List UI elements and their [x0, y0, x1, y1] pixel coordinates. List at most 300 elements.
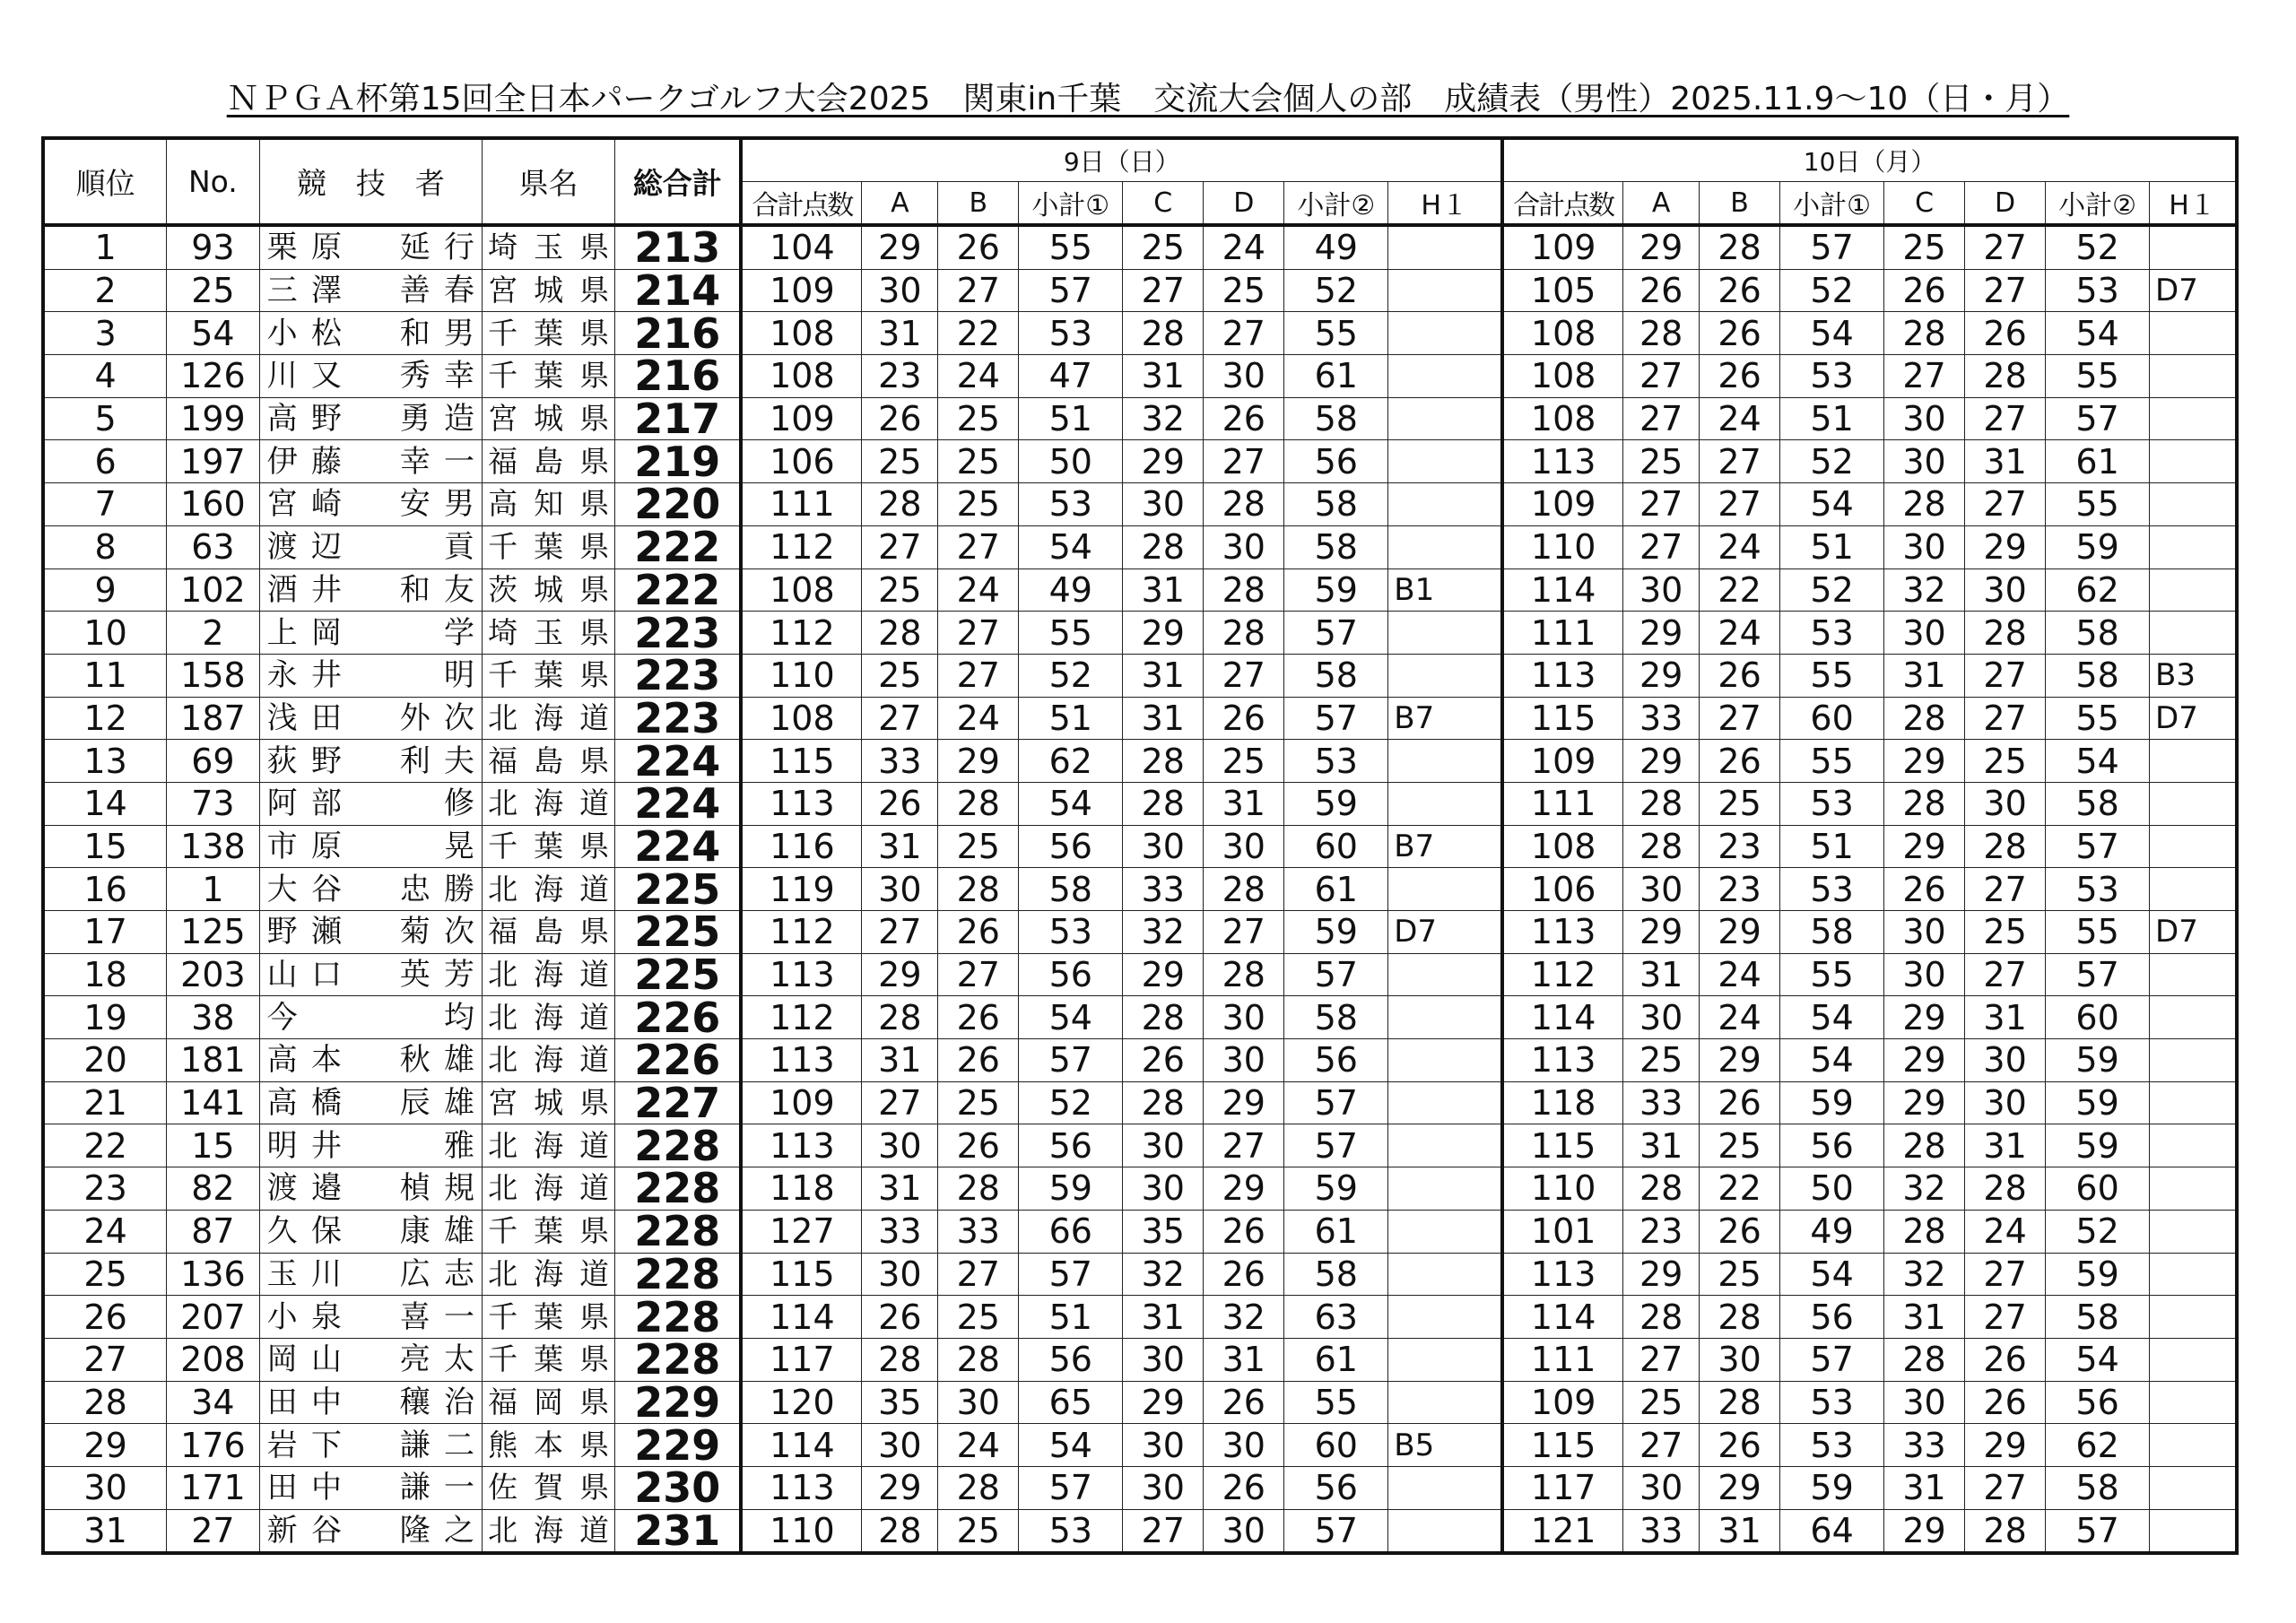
day2-hole-a: 28	[1623, 1167, 1700, 1211]
day1-hole-d: 27	[1204, 654, 1284, 697]
day2-hole-a: 30	[1623, 868, 1700, 911]
day1-h1	[1388, 996, 1502, 1039]
grand-total-cell: 225	[615, 911, 742, 954]
number-cell: 187	[167, 697, 260, 740]
day2-hole-d: 26	[1965, 312, 2046, 355]
day1-hole-d: 24	[1204, 225, 1284, 269]
rank-cell: 11	[43, 654, 167, 697]
day2-total-points: 113	[1502, 654, 1623, 697]
day2-subtotal-1: 53	[1780, 612, 1884, 655]
day1-hole-a: 28	[862, 1338, 938, 1381]
day2-total-points: 108	[1502, 312, 1623, 355]
day2-hole-d: 25	[1965, 911, 2046, 954]
prefecture-cell: 千葉県	[483, 525, 615, 568]
day2-hole-a: 30	[1623, 996, 1700, 1039]
day1-hole-c: 29	[1123, 440, 1204, 483]
day1-total-points: 113	[741, 953, 862, 996]
grand-total-cell: 228	[615, 1338, 742, 1381]
day1-subtotal-1: 66	[1019, 1210, 1123, 1253]
day2-hole-d: 27	[1965, 397, 2046, 440]
grand-total-cell: 228	[615, 1210, 742, 1253]
day1-hole-d: 30	[1204, 996, 1284, 1039]
table-row	[43, 1381, 2237, 1424]
prefecture-cell: 千葉県	[483, 654, 615, 697]
day1-h1	[1388, 1381, 1502, 1424]
day1-hole-a: 30	[862, 1253, 938, 1296]
prefecture-cell: 茨城県	[483, 568, 615, 612]
day2-hole-c: 29	[1884, 740, 1965, 783]
day2-subtotal-2: 59	[2046, 1039, 2150, 1082]
day2-subtotal-2: 61	[2046, 440, 2150, 483]
day2-subtotal-1: 54	[1780, 996, 1884, 1039]
day2-hole-b: 29	[1700, 1466, 1780, 1509]
rank-cell: 24	[43, 1210, 167, 1253]
prefecture-cell: 福島県	[483, 740, 615, 783]
grand-total-cell: 216	[615, 312, 742, 355]
day1-hole-c: 32	[1123, 911, 1204, 954]
table-row	[43, 312, 2237, 355]
day1-hole-d: 28	[1204, 568, 1284, 612]
day1-subtotal-1: 58	[1019, 868, 1123, 911]
competitor-name: 田中 穰治	[259, 1381, 482, 1424]
day2-h1: B3	[2150, 654, 2237, 697]
table-row	[43, 1296, 2237, 1339]
header-d2-d: D	[1965, 182, 2046, 226]
day2-hole-b: 25	[1700, 782, 1780, 825]
grand-total-cell: 224	[615, 825, 742, 868]
day1-hole-c: 30	[1123, 483, 1204, 526]
day1-hole-d: 30	[1204, 1039, 1284, 1082]
day1-h1	[1388, 1466, 1502, 1509]
day2-hole-a: 28	[1623, 782, 1700, 825]
day2-subtotal-1: 57	[1780, 1338, 1884, 1381]
day2-total-points: 114	[1502, 1296, 1623, 1339]
day2-hole-d: 26	[1965, 1338, 2046, 1381]
header-d2-b: B	[1700, 182, 1780, 226]
day1-hole-b: 33	[938, 1210, 1019, 1253]
day1-hole-d: 27	[1204, 1124, 1284, 1167]
grand-total-cell: 225	[615, 953, 742, 996]
day1-total-points: 113	[741, 1466, 862, 1509]
day2-hole-d: 27	[1965, 483, 2046, 526]
day1-subtotal-1: 55	[1019, 225, 1123, 269]
day1-hole-c: 35	[1123, 1210, 1204, 1253]
day1-total-points: 112	[741, 612, 862, 655]
day2-subtotal-2: 52	[2046, 1210, 2150, 1253]
day1-subtotal-2: 61	[1284, 1338, 1388, 1381]
prefecture-cell: 北海道	[483, 1167, 615, 1211]
table-row	[43, 355, 2237, 398]
day2-hole-d: 27	[1965, 1296, 2046, 1339]
day1-total-points: 113	[741, 782, 862, 825]
day2-subtotal-1: 51	[1780, 397, 1884, 440]
day1-hole-b: 25	[938, 440, 1019, 483]
day2-hole-c: 30	[1884, 953, 1965, 996]
day2-hole-c: 28	[1884, 697, 1965, 740]
header-d2-total: 合計点数	[1502, 182, 1623, 226]
day1-subtotal-1: 56	[1019, 1338, 1123, 1381]
rank-cell: 30	[43, 1466, 167, 1509]
day2-subtotal-2: 55	[2046, 697, 2150, 740]
day1-hole-c: 30	[1123, 1124, 1204, 1167]
day1-hole-a: 30	[862, 1124, 938, 1167]
header-d1-c: C	[1123, 182, 1204, 226]
day1-hole-d: 25	[1204, 269, 1284, 312]
day1-hole-d: 26	[1204, 1381, 1284, 1424]
day1-total-points: 112	[741, 525, 862, 568]
table-row	[43, 612, 2237, 655]
day1-hole-a: 27	[862, 525, 938, 568]
day2-h1	[2150, 953, 2237, 996]
day1-subtotal-2: 56	[1284, 1039, 1388, 1082]
day2-total-points: 113	[1502, 911, 1623, 954]
number-cell: 73	[167, 782, 260, 825]
day1-hole-d: 30	[1204, 525, 1284, 568]
day2-hole-b: 30	[1700, 1338, 1780, 1381]
day2-h1	[2150, 1381, 2237, 1424]
day1-hole-b: 27	[938, 953, 1019, 996]
rank-cell: 18	[43, 953, 167, 996]
day1-hole-b: 26	[938, 1124, 1019, 1167]
day1-hole-d: 29	[1204, 1167, 1284, 1211]
day1-hole-d: 31	[1204, 782, 1284, 825]
day2-h1	[2150, 1509, 2237, 1553]
day2-total-points: 106	[1502, 868, 1623, 911]
day2-hole-c: 30	[1884, 612, 1965, 655]
day1-hole-a: 25	[862, 568, 938, 612]
day2-subtotal-2: 56	[2046, 1381, 2150, 1424]
day2-h1	[2150, 782, 2237, 825]
day2-total-points: 108	[1502, 397, 1623, 440]
table-row	[43, 868, 2237, 911]
competitor-name: 高橋 辰雄	[259, 1081, 482, 1124]
day2-subtotal-2: 62	[2046, 568, 2150, 612]
day1-hole-a: 31	[862, 1167, 938, 1211]
day2-h1	[2150, 440, 2237, 483]
number-cell: 160	[167, 483, 260, 526]
day1-subtotal-2: 57	[1284, 697, 1388, 740]
day2-h1	[2150, 825, 2237, 868]
day1-hole-b: 27	[938, 525, 1019, 568]
grand-total-cell: 226	[615, 1039, 742, 1082]
day1-subtotal-2: 52	[1284, 269, 1388, 312]
day2-hole-d: 28	[1965, 1509, 2046, 1553]
day1-subtotal-2: 58	[1284, 1253, 1388, 1296]
rank-cell: 7	[43, 483, 167, 526]
competitor-name: 渡辺 貢	[259, 525, 482, 568]
day2-hole-c: 28	[1884, 483, 1965, 526]
day1-hole-b: 28	[938, 1466, 1019, 1509]
day2-hole-a: 30	[1623, 1466, 1700, 1509]
day2-h1: D7	[2150, 697, 2237, 740]
grand-total-cell: 220	[615, 483, 742, 526]
number-cell: 34	[167, 1381, 260, 1424]
prefecture-cell: 千葉県	[483, 1210, 615, 1253]
day2-hole-b: 23	[1700, 868, 1780, 911]
day1-h1	[1388, 654, 1502, 697]
day1-subtotal-2: 53	[1284, 740, 1388, 783]
day1-hole-c: 31	[1123, 1296, 1204, 1339]
header-d2-a: A	[1623, 182, 1700, 226]
day1-h1	[1388, 1253, 1502, 1296]
day1-subtotal-1: 52	[1019, 1081, 1123, 1124]
header-rank: 順位	[43, 138, 167, 225]
day1-hole-d: 28	[1204, 612, 1284, 655]
day1-total-points: 108	[741, 312, 862, 355]
day2-hole-b: 22	[1700, 568, 1780, 612]
competitor-name: 新谷 隆之	[259, 1509, 482, 1553]
day1-hole-a: 30	[862, 1424, 938, 1467]
rank-cell: 10	[43, 612, 167, 655]
rank-cell: 29	[43, 1424, 167, 1467]
day1-hole-c: 32	[1123, 1253, 1204, 1296]
day1-hole-b: 25	[938, 1081, 1019, 1124]
day2-subtotal-2: 62	[2046, 1424, 2150, 1467]
day2-hole-a: 29	[1623, 612, 1700, 655]
prefecture-cell: 埼玉県	[483, 612, 615, 655]
day1-hole-d: 26	[1204, 1466, 1284, 1509]
day2-hole-a: 29	[1623, 740, 1700, 783]
header-d2-subtotal1: 小計①	[1780, 182, 1884, 226]
day1-hole-b: 26	[938, 996, 1019, 1039]
day2-hole-b: 28	[1700, 1381, 1780, 1424]
rank-cell: 9	[43, 568, 167, 612]
day2-subtotal-2: 59	[2046, 525, 2150, 568]
day2-h1	[2150, 1296, 2237, 1339]
day2-subtotal-2: 55	[2046, 911, 2150, 954]
day2-hole-b: 27	[1700, 483, 1780, 526]
number-cell: 2	[167, 612, 260, 655]
day1-h1	[1388, 612, 1502, 655]
day2-hole-a: 29	[1623, 225, 1700, 269]
day1-total-points: 120	[741, 1381, 862, 1424]
table-row	[43, 782, 2237, 825]
day2-h1	[2150, 612, 2237, 655]
day1-subtotal-2: 58	[1284, 654, 1388, 697]
grand-total-cell: 229	[615, 1424, 742, 1467]
day2-subtotal-1: 54	[1780, 1253, 1884, 1296]
day1-subtotal-2: 60	[1284, 825, 1388, 868]
competitor-name: 高野 勇造	[259, 397, 482, 440]
table-row	[43, 1167, 2237, 1211]
day1-hole-d: 27	[1204, 312, 1284, 355]
day1-subtotal-2: 57	[1284, 1124, 1388, 1167]
day1-subtotal-1: 54	[1019, 525, 1123, 568]
competitor-name: 渡邉 楨規	[259, 1167, 482, 1211]
day2-hole-b: 26	[1700, 1081, 1780, 1124]
day2-hole-b: 24	[1700, 612, 1780, 655]
day1-hole-d: 28	[1204, 868, 1284, 911]
day2-h1	[2150, 525, 2237, 568]
table-row	[43, 225, 2237, 269]
prefecture-cell: 宮城県	[483, 397, 615, 440]
day2-subtotal-2: 59	[2046, 1124, 2150, 1167]
day2-hole-a: 28	[1623, 1296, 1700, 1339]
day2-hole-a: 29	[1623, 654, 1700, 697]
day2-total-points: 110	[1502, 1167, 1623, 1211]
day2-hole-c: 29	[1884, 1509, 1965, 1553]
day2-subtotal-1: 56	[1780, 1296, 1884, 1339]
day1-h1: B7	[1388, 825, 1502, 868]
rank-cell: 1	[43, 225, 167, 269]
day1-h1	[1388, 1296, 1502, 1339]
day1-hole-d: 29	[1204, 1081, 1284, 1124]
day1-subtotal-1: 57	[1019, 1039, 1123, 1082]
day1-h1	[1388, 1338, 1502, 1381]
day2-h1	[2150, 1210, 2237, 1253]
day1-subtotal-2: 56	[1284, 1466, 1388, 1509]
day1-hole-c: 28	[1123, 782, 1204, 825]
day2-total-points: 111	[1502, 612, 1623, 655]
day1-hole-c: 29	[1123, 1381, 1204, 1424]
day2-hole-c: 30	[1884, 911, 1965, 954]
day1-hole-b: 28	[938, 782, 1019, 825]
day2-h1	[2150, 1124, 2237, 1167]
grand-total-cell: 223	[615, 697, 742, 740]
rank-cell: 15	[43, 825, 167, 868]
day2-hole-a: 26	[1623, 269, 1700, 312]
table-row	[43, 996, 2237, 1039]
day2-hole-b: 27	[1700, 440, 1780, 483]
day1-hole-d: 26	[1204, 397, 1284, 440]
rank-cell: 6	[43, 440, 167, 483]
day2-hole-b: 26	[1700, 654, 1780, 697]
table-row	[43, 1338, 2237, 1381]
day1-hole-a: 26	[862, 782, 938, 825]
day2-subtotal-2: 55	[2046, 355, 2150, 398]
day2-hole-d: 28	[1965, 1167, 2046, 1211]
rank-cell: 23	[43, 1167, 167, 1211]
table-row	[43, 568, 2237, 612]
day2-hole-a: 29	[1623, 1253, 1700, 1296]
day2-h1	[2150, 1338, 2237, 1381]
header-d2-c: C	[1884, 182, 1965, 226]
competitor-name: 玉川 広志	[259, 1253, 482, 1296]
table-row	[43, 269, 2237, 312]
day1-hole-c: 31	[1123, 697, 1204, 740]
number-cell: 199	[167, 397, 260, 440]
day2-hole-d: 27	[1965, 654, 2046, 697]
day1-total-points: 115	[741, 1253, 862, 1296]
table-row	[43, 1039, 2237, 1082]
day1-hole-b: 25	[938, 397, 1019, 440]
day2-hole-b: 26	[1700, 1424, 1780, 1467]
day2-hole-a: 31	[1623, 953, 1700, 996]
day2-subtotal-2: 58	[2046, 1466, 2150, 1509]
day2-hole-d: 27	[1965, 868, 2046, 911]
day2-hole-a: 27	[1623, 483, 1700, 526]
day1-subtotal-2: 57	[1284, 612, 1388, 655]
day2-hole-c: 30	[1884, 525, 1965, 568]
table-row	[43, 1124, 2237, 1167]
day2-total-points: 109	[1502, 483, 1623, 526]
day2-subtotal-1: 59	[1780, 1466, 1884, 1509]
day2-subtotal-1: 52	[1780, 269, 1884, 312]
day1-subtotal-2: 58	[1284, 996, 1388, 1039]
day1-total-points: 108	[741, 355, 862, 398]
day1-hole-b: 27	[938, 612, 1019, 655]
day1-hole-c: 28	[1123, 996, 1204, 1039]
day2-hole-b: 29	[1700, 1039, 1780, 1082]
day1-hole-c: 28	[1123, 1081, 1204, 1124]
day2-hole-c: 26	[1884, 269, 1965, 312]
day2-subtotal-1: 54	[1780, 1039, 1884, 1082]
prefecture-cell: 北海道	[483, 953, 615, 996]
day1-total-points: 116	[741, 825, 862, 868]
day2-h1	[2150, 568, 2237, 612]
results-table	[41, 136, 2239, 1555]
day1-total-points: 106	[741, 440, 862, 483]
day1-subtotal-1: 57	[1019, 1253, 1123, 1296]
competitor-name: 山口 英芳	[259, 953, 482, 996]
prefecture-cell: 福岡県	[483, 1381, 615, 1424]
day1-total-points: 110	[741, 654, 862, 697]
day2-h1	[2150, 740, 2237, 783]
number-cell: 87	[167, 1210, 260, 1253]
day2-subtotal-2: 55	[2046, 483, 2150, 526]
day1-subtotal-1: 52	[1019, 654, 1123, 697]
day1-subtotal-2: 56	[1284, 440, 1388, 483]
day1-hole-a: 35	[862, 1381, 938, 1424]
day2-subtotal-1: 53	[1780, 1424, 1884, 1467]
day1-subtotal-1: 62	[1019, 740, 1123, 783]
day2-subtotal-1: 53	[1780, 1381, 1884, 1424]
number-cell: 125	[167, 911, 260, 954]
day1-subtotal-2: 61	[1284, 355, 1388, 398]
day1-hole-a: 29	[862, 953, 938, 996]
day1-hole-d: 26	[1204, 1253, 1284, 1296]
day2-hole-b: 22	[1700, 1167, 1780, 1211]
day2-hole-b: 24	[1700, 525, 1780, 568]
day1-hole-b: 25	[938, 1509, 1019, 1553]
day1-hole-a: 27	[862, 911, 938, 954]
day2-subtotal-1: 49	[1780, 1210, 1884, 1253]
number-cell: 102	[167, 568, 260, 612]
day2-hole-a: 33	[1623, 1081, 1700, 1124]
table-header	[43, 138, 2237, 225]
day1-subtotal-2: 57	[1284, 1509, 1388, 1553]
competitor-name: 浅田 外次	[259, 697, 482, 740]
day2-h1	[2150, 312, 2237, 355]
day2-total-points: 121	[1502, 1509, 1623, 1553]
day2-hole-b: 25	[1700, 1124, 1780, 1167]
day1-hole-d: 30	[1204, 825, 1284, 868]
competitor-name: 酒井 和友	[259, 568, 482, 612]
day2-h1	[2150, 1081, 2237, 1124]
day2-hole-c: 31	[1884, 654, 1965, 697]
day2-h1: D7	[2150, 911, 2237, 954]
day1-hole-c: 33	[1123, 868, 1204, 911]
day1-hole-a: 31	[862, 825, 938, 868]
prefecture-cell: 福島県	[483, 440, 615, 483]
day1-subtotal-2: 59	[1284, 568, 1388, 612]
day1-h1	[1388, 312, 1502, 355]
day2-hole-c: 31	[1884, 1466, 1965, 1509]
day2-hole-c: 29	[1884, 1039, 1965, 1082]
table-row	[43, 483, 2237, 526]
day2-hole-c: 31	[1884, 1296, 1965, 1339]
day2-hole-c: 30	[1884, 1381, 1965, 1424]
prefecture-cell: 千葉県	[483, 355, 615, 398]
header-d1-d: D	[1204, 182, 1284, 226]
day2-subtotal-2: 60	[2046, 996, 2150, 1039]
day2-hole-b: 26	[1700, 1210, 1780, 1253]
day1-hole-a: 30	[862, 269, 938, 312]
header-d2-subtotal2: 小計②	[2046, 182, 2150, 226]
day2-subtotal-1: 60	[1780, 697, 1884, 740]
day2-hole-a: 25	[1623, 440, 1700, 483]
competitor-name: 伊藤 幸一	[259, 440, 482, 483]
